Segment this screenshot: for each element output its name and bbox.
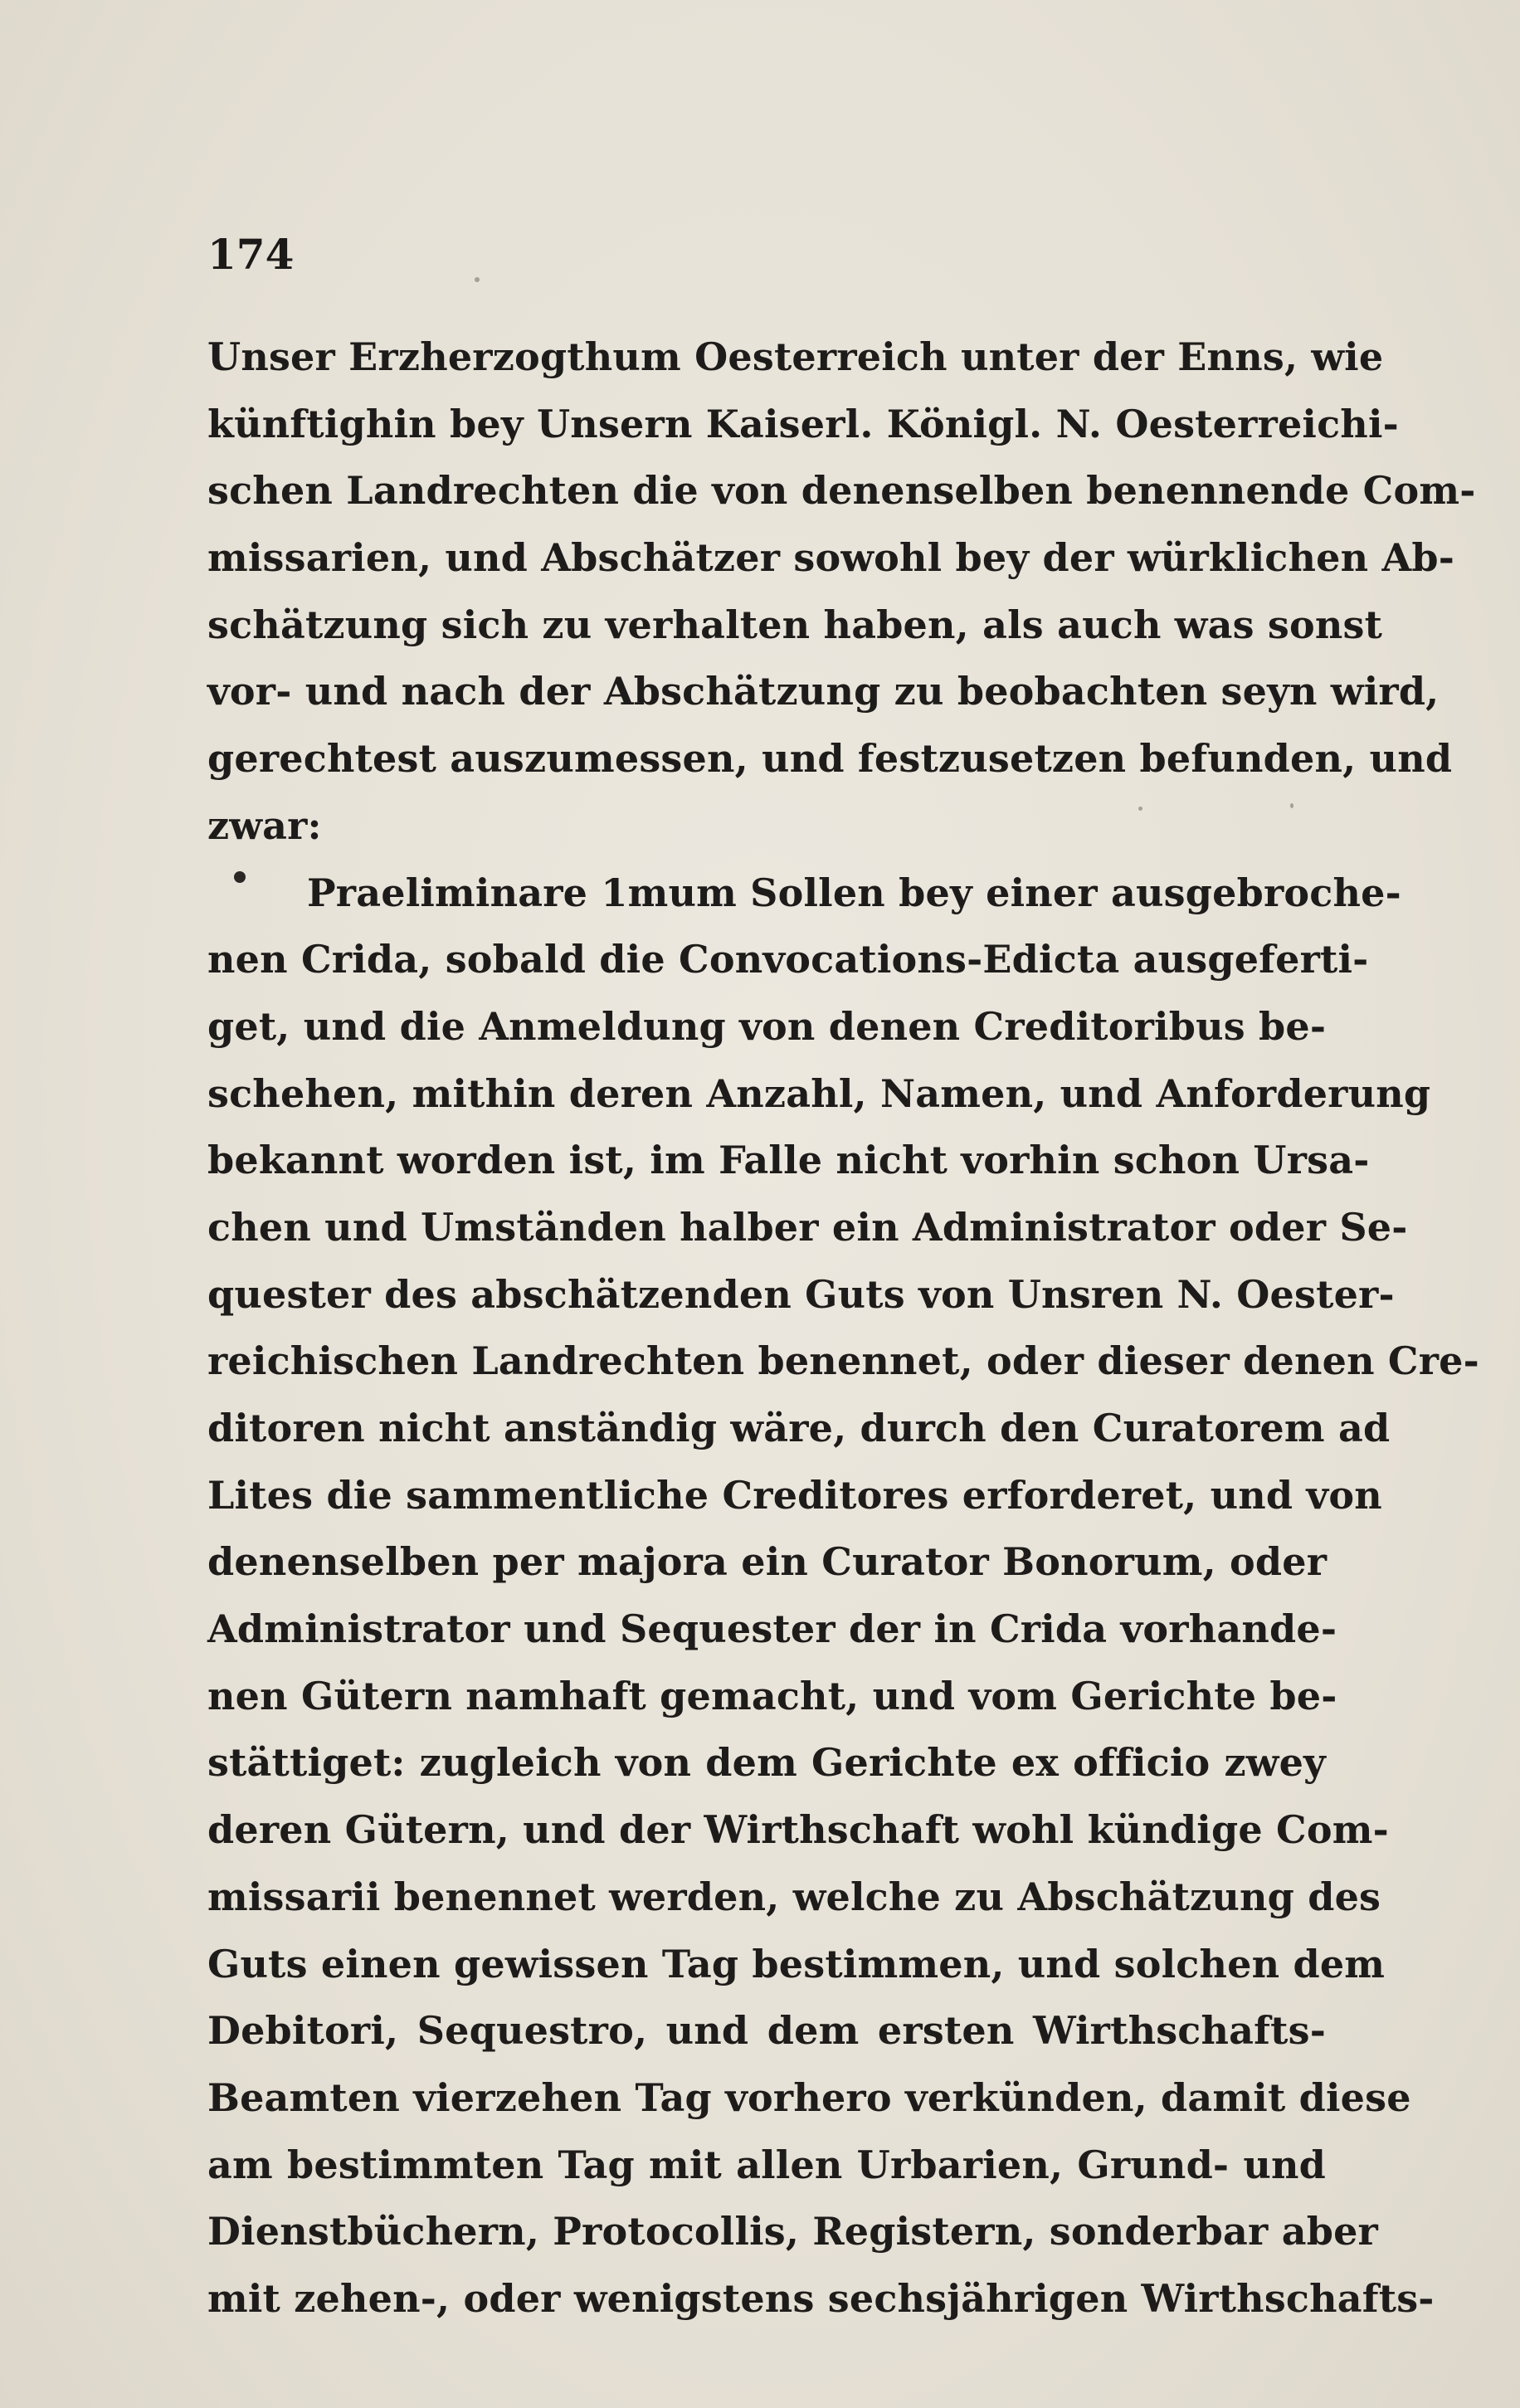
body-text bbox=[207, 324, 1479, 2332]
text-line: deren Gütern, und der Wirthschaft wohl kündige Com- bbox=[207, 1807, 1389, 1853]
text-line: ditoren nicht anständig wäre, durch den Curatorem ad bbox=[207, 1406, 1391, 1450]
text-line: bekannt worden ist, im Falle nicht vorhin schon Ursa- bbox=[207, 1138, 1370, 1183]
text-line: Debitori, Sequestro, und dem ersten Wirthschafts- bbox=[207, 2008, 1326, 2054]
text-line: chen und Umständen halber ein Administrator oder Se- bbox=[207, 1204, 1408, 1250]
page-number: 174 bbox=[207, 230, 295, 279]
text-line: Lites die sammentliche Creditores erforderet, und von bbox=[207, 1472, 1382, 1518]
text-line: schen Landrechten die von denenselben benennende Com- bbox=[207, 468, 1476, 514]
text-line: Dienstbüchern, Protocollis, Registern, sonderbar aber bbox=[207, 2209, 1378, 2254]
text-line: schätzung sich zu verhalten haben, als auch was sonst bbox=[207, 602, 1383, 647]
text-line: gerechtest auszumessen, und festzusetzen befunden, und bbox=[207, 736, 1453, 782]
text-line: denenselben per majora ein Curator Bonorum, oder bbox=[207, 1539, 1328, 1585]
text-line: nen Gütern namhaft gemacht, und vom Gerichte be- bbox=[207, 1673, 1337, 1718]
text-line: missarii benennet werden, welche zu Abschätzung des bbox=[207, 1874, 1381, 1919]
text-line: Unser Erzherzogthum Oesterreich unter der Enns, wie bbox=[207, 334, 1384, 379]
paper-speck bbox=[475, 277, 480, 282]
text-line: Beamten vierzehen Tag vorhero verkünden, damit diese bbox=[207, 2074, 1411, 2120]
text-line: nen Crida, sobald die Convocations-Edicta ausgeferti- bbox=[207, 937, 1369, 982]
text-line: missarien, und Abschätzer sowohl bey der würklichen Ab- bbox=[207, 535, 1455, 581]
text-line: schehen, mithin deren Anzahl, Namen, und Anforderung bbox=[207, 1070, 1431, 1116]
text-line: vor- und nach der Abschätzung zu beobachten seyn wird, bbox=[207, 669, 1440, 714]
text-line: Praeliminare 1mum Sollen bey einer ausgebroche- bbox=[307, 870, 1401, 915]
text-line: Guts einen gewissen Tag bestimmen, und solchen dem bbox=[207, 1941, 1386, 1986]
text-line: Administrator und Sequester der in Crida vorhande- bbox=[207, 1606, 1337, 1652]
text-line: reichischen Landrechten benennet, oder dieser denen Cre- bbox=[207, 1338, 1479, 1384]
text-line: mit zehen-, oder wenigstens sechsjährigen Wirthschafts- bbox=[207, 2275, 1435, 2321]
text-line: stättiget: zugleich von dem Gerichte ex officio zwey bbox=[207, 1740, 1326, 1786]
text-line: künftighin bey Unsern Kaiserl. Königl. N. Oesterreichi- bbox=[207, 401, 1399, 446]
text-line: get, und die Anmeldung von denen Creditoribus be- bbox=[207, 1003, 1327, 1049]
text-line: am bestimmten Tag mit allen Urbarien, Grund- und bbox=[207, 2142, 1326, 2187]
text-line: zwar: bbox=[207, 802, 322, 848]
text-line: quester des abschätzenden Guts von Unsren N. Oester- bbox=[207, 1271, 1395, 1317]
